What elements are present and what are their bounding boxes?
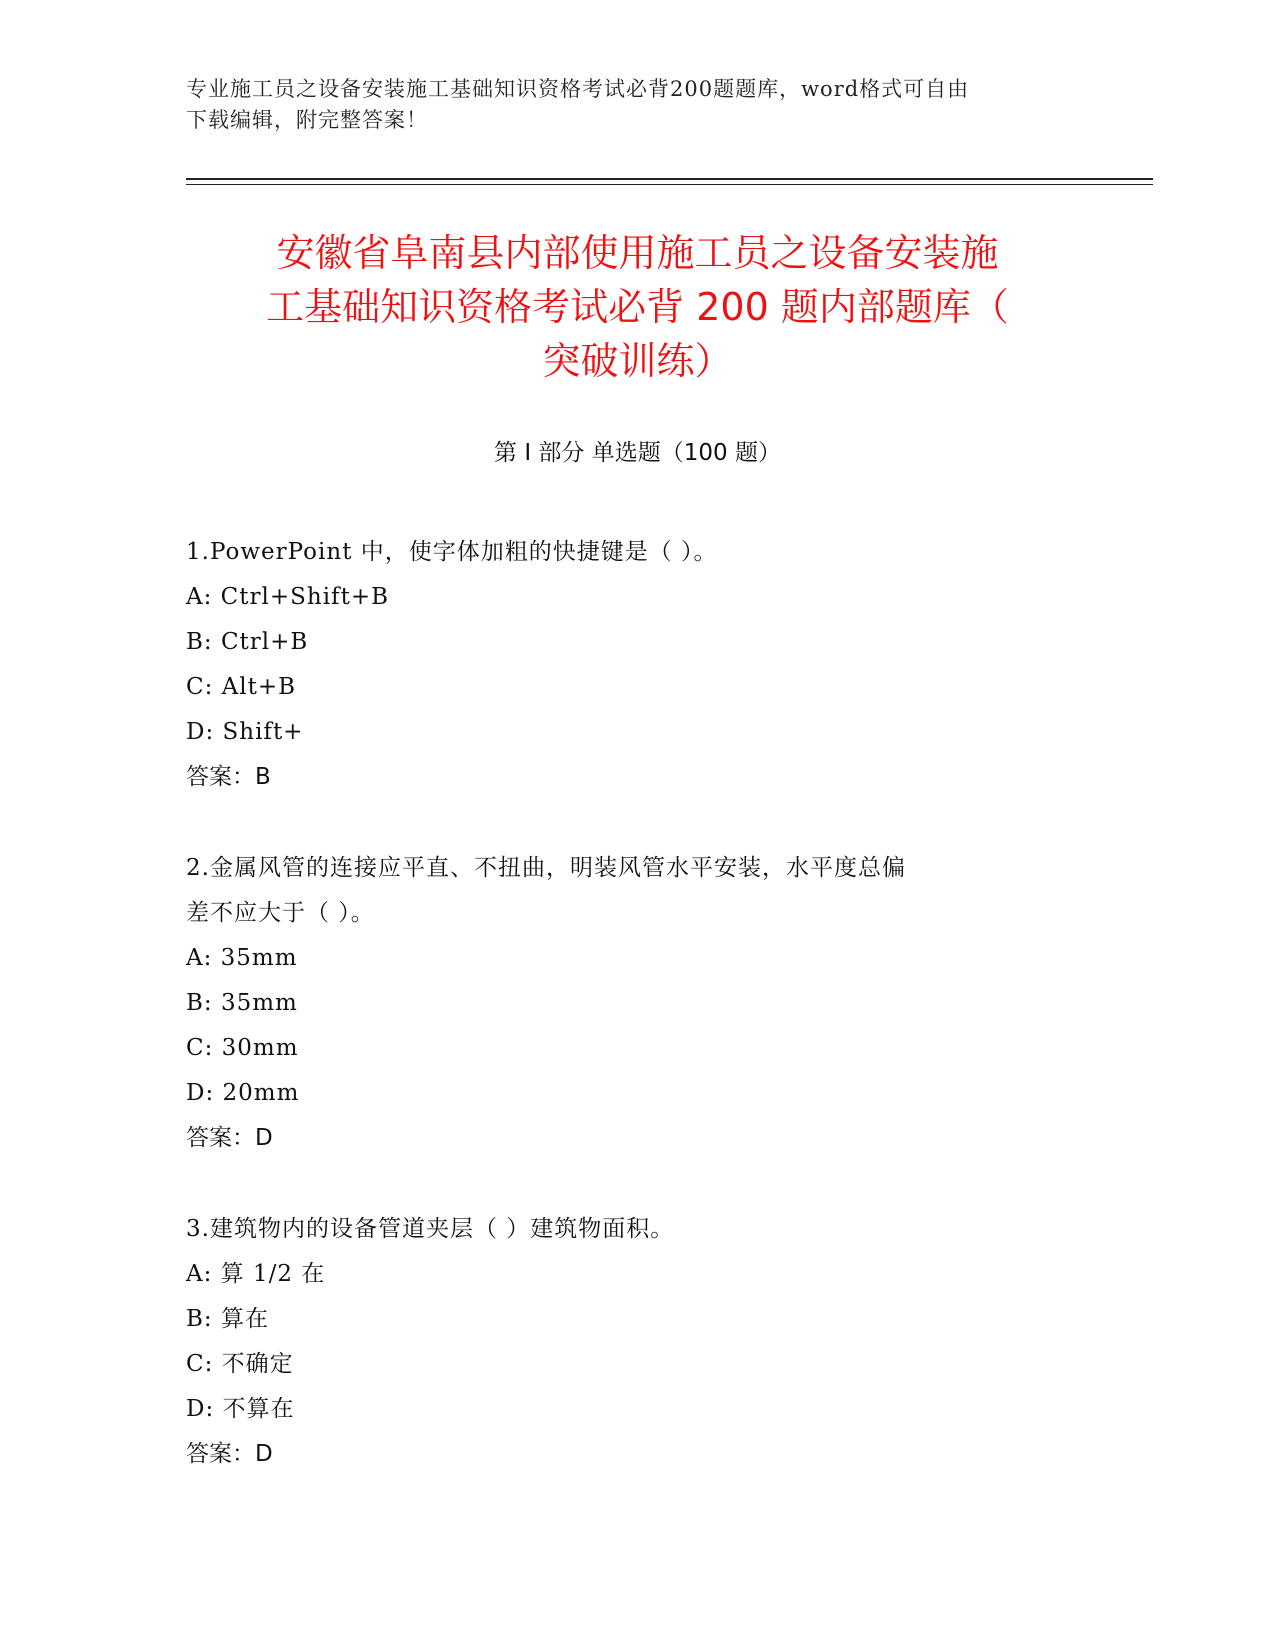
document-title-line-3: 突破训练） bbox=[542, 339, 733, 383]
option-a: A: Ctrl+Shift+B bbox=[186, 584, 389, 610]
document-title-line-2: 工基础知识资格考试必背 200 题内部题库（ bbox=[266, 285, 1009, 329]
header-divider-thin bbox=[186, 184, 1153, 185]
header-note-line-2: 下载编辑，附完整答案！ bbox=[186, 108, 428, 132]
question-stem bbox=[186, 846, 1086, 936]
answer: 答案：B bbox=[186, 764, 271, 790]
option-d: D: 不算在 bbox=[186, 1396, 295, 1422]
question-3 bbox=[186, 1207, 1086, 1477]
header-divider-thick bbox=[186, 178, 1153, 180]
question-stem-line: 1.PowerPoint 中，使字体加粗的快捷键是（ ）。 bbox=[186, 539, 718, 565]
question-stem-line: 差不应大于（ ）。 bbox=[186, 900, 375, 926]
section-title: 第 I 部分 单选题（100 题） bbox=[494, 440, 781, 466]
question-stem-line: 2.金属风管的连接应平直、不扭曲，明装风管水平安装，水平度总偏 bbox=[186, 855, 906, 881]
question-2 bbox=[186, 846, 1086, 1161]
option-c: C: 不确定 bbox=[186, 1351, 294, 1377]
document-title-line-1: 安徽省阜南县内部使用施工员之设备安装施 bbox=[276, 231, 999, 275]
document-title bbox=[190, 226, 1085, 388]
question-stem bbox=[186, 1207, 1086, 1252]
question-1 bbox=[186, 530, 1086, 800]
answer: 答案：D bbox=[186, 1441, 273, 1467]
answer: 答案：D bbox=[186, 1125, 273, 1151]
header-note-line-1: 专业施工员之设备安装施工基础知识资格考试必背200题题库，word格式可自由 bbox=[186, 77, 970, 101]
option-c: C: Alt+B bbox=[186, 674, 297, 700]
question-list bbox=[186, 530, 1086, 1523]
option-c: C: 30mm bbox=[186, 1035, 299, 1061]
option-d: D: 20mm bbox=[186, 1080, 300, 1106]
option-b: B: 算在 bbox=[186, 1306, 269, 1332]
option-a: A: 算 1/2 在 bbox=[186, 1261, 326, 1287]
option-b: B: Ctrl+B bbox=[186, 629, 309, 655]
option-a: A: 35mm bbox=[186, 945, 298, 971]
question-stem-line: 3.建筑物内的设备管道夹层（ ）建筑物面积。 bbox=[186, 1216, 675, 1242]
question-stem bbox=[186, 530, 1086, 575]
header-note bbox=[186, 74, 1066, 136]
option-b: B: 35mm bbox=[186, 990, 298, 1016]
option-d: D: Shift+ bbox=[186, 719, 304, 745]
